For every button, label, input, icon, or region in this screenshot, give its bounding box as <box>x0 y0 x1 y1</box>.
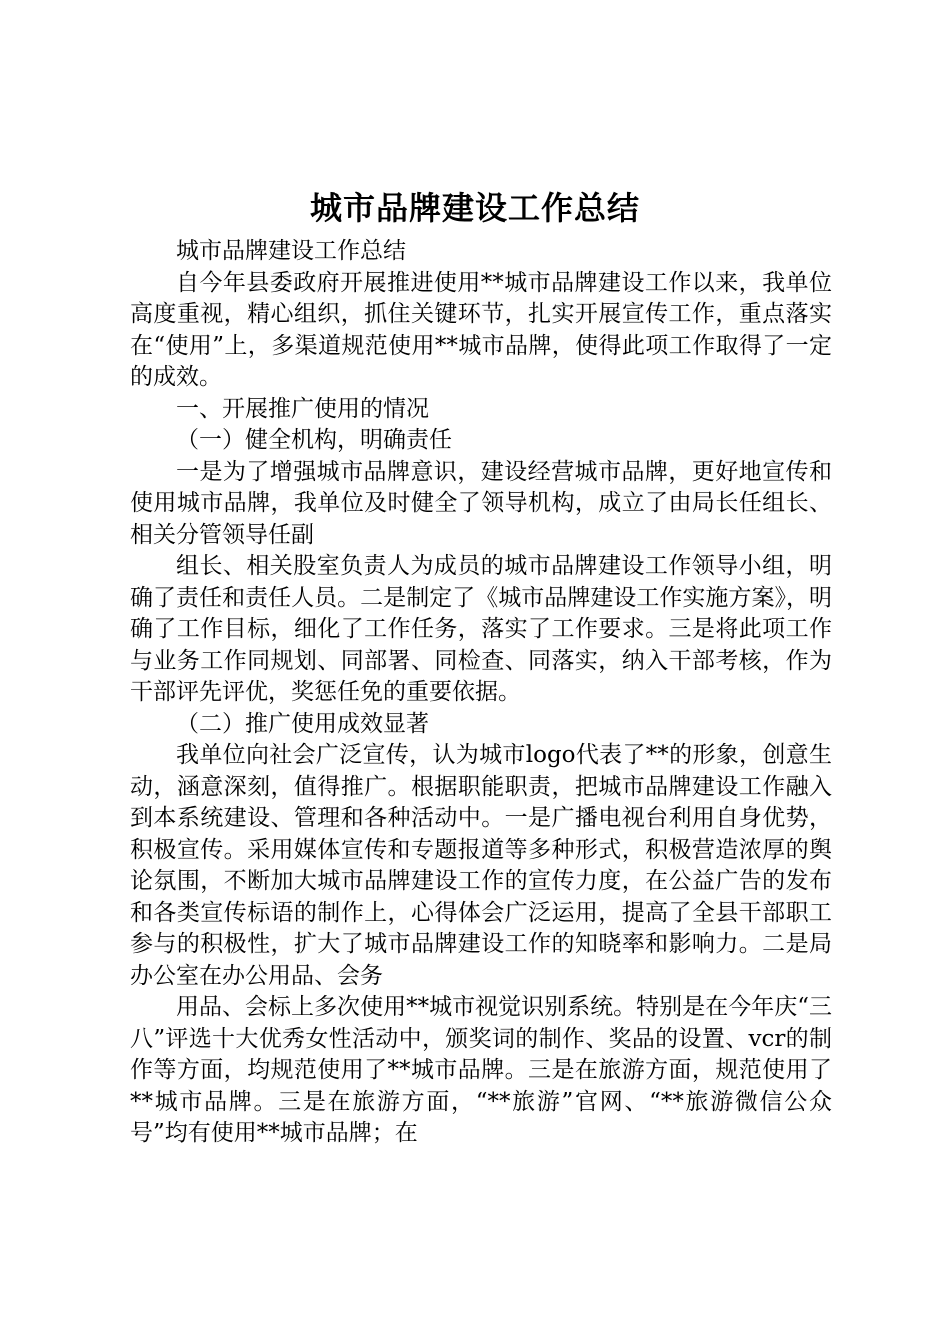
paragraph-subtitle: 城市品牌建设工作总结 <box>176 238 406 264</box>
document-body <box>130 236 832 1150</box>
paragraph-body: 我单位向社会广泛宣传，认为城市logo代表了**的形象，创意生动，涵意深刻，值得推广。根据职能职责，把城市品牌建设工作融入到本系统建设、管理和各种活动中。一是广播电视台利用自身优势，积极宣传。采用媒体宣传和专题报道等多种形式，积极营造浓厚的舆论氛围，不断加大城市品牌建设工作的宣传力度，在公益广告的发布和各类宣传标语的制作上，心得体会广泛运用，提高了全县干部职工参与的积极性，扩大了城市品牌建设工作的知晓率和影响力。二是局办公室在办公用品、会务 <box>130 742 832 989</box>
section-heading-1: 一、开展推广使用的情况 <box>176 395 429 422</box>
paragraph-body: 组长、相关股室负责人为成员的城市品牌建设工作领导小组，明确了责任和责任人员。二是制定了《城市品牌建设工作实施方案》，明确了工作目标，细化了工作任务，落实了工作要求。三是将此项工作与业务工作同规划、同部署、同检查、同落实，纳入干部考核，作为干部评先评优，奖惩任免的重要依据。 <box>130 553 832 705</box>
paragraph-body: 一是为了增强城市品牌意识，建设经营城市品牌，更好地宣传和使用城市品牌，我单位及时健全了领导机构，成立了由局长任组长、相关分管领导任副 <box>130 458 832 548</box>
subsection-heading-1: （一）健全机构，明确责任 <box>176 427 452 453</box>
document-title: 城市品牌建设工作总结 <box>309 189 640 227</box>
paragraph-body: 用品、会标上多次使用**城市视觉识别系统。特别是在今年庆“三八”评选十大优秀女性活动中，颁奖词的制作、奖品的设置、vcr的制作等方面，均规范使用了**城市品牌。三是在旅游方面，规范使用了**城市品牌。三是在旅游方面，“**旅游”官网、“**旅游微信公众号”均有使用**城市品牌；在 <box>130 994 832 1146</box>
paragraph-intro: 自今年县委政府开展推进使用**城市品牌建设工作以来，我单位高度重视，精心组织，抓住关键环节，扎实开展宣传工作，重点落实在“使用”上，多渠道规范使用**城市品牌，使得此项工作取得了一定的成效。 <box>130 269 832 390</box>
subsection-heading-2: （二）推广使用成效显著 <box>176 710 429 737</box>
